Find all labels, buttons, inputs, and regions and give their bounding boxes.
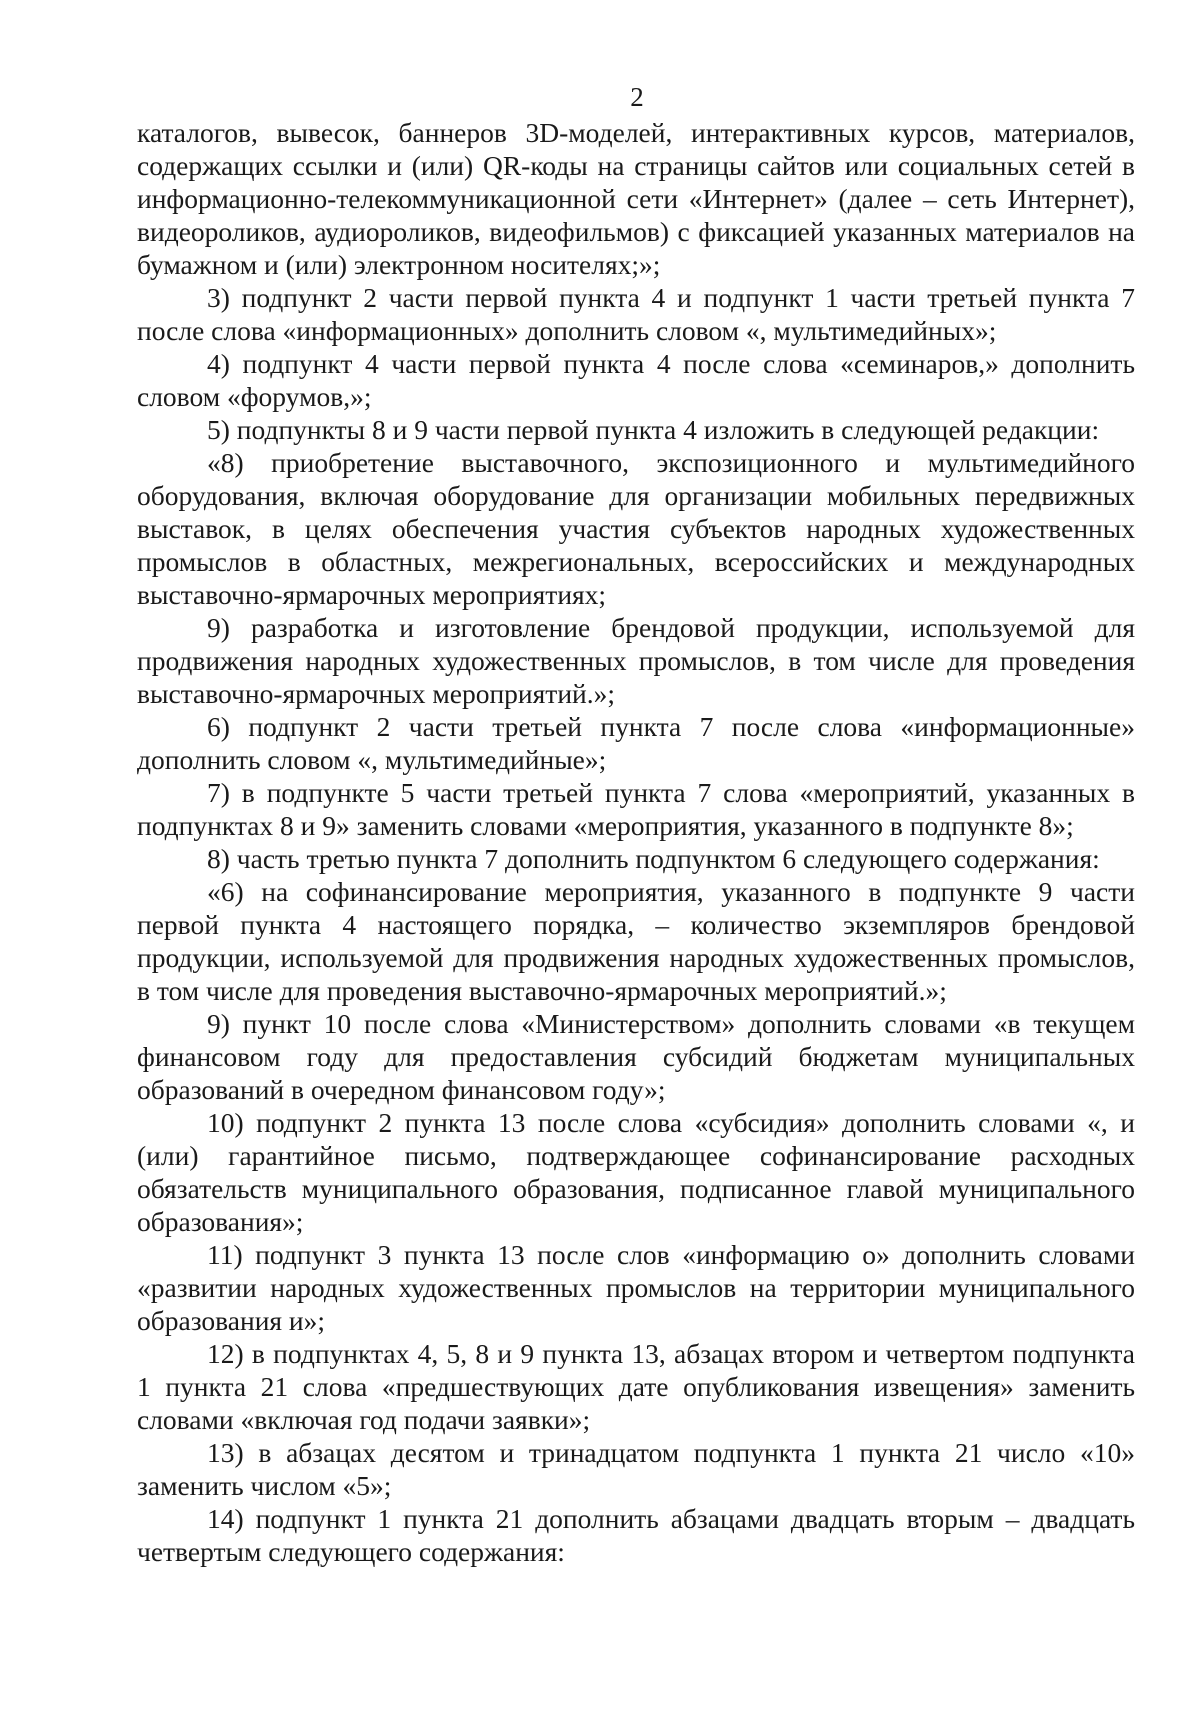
paragraph-continuation: каталогов, вывесок, баннеров 3D-моделей, интерактивных курсов, материалов, содержащих ссылки и (или) QR-коды на страницы сайтов или социальных сетей в информационно-телекоммуникационной сети «Интернет» (далее – сеть Интернет), видеороликов, аудиороликов, видеофильмов) с фиксацией указанных материалов на бумажном и (или) электронном носителях;»; (137, 117, 1135, 280)
paragraph-item-3: 3) подпункт 2 части первой пункта 4 и подпункт 1 части третьей пункта 7 после слова «информационных» дополнить словом «, мультимедийных»; (137, 282, 1135, 346)
paragraph-item-9: 9) пункт 10 после слова «Министерством» дополнить словами «в текущем финансовом году для предоставления субсидий бюджетам муниципальных образований в очередном финансовом году»; (137, 1008, 1135, 1105)
paragraph-item-10: 10) подпункт 2 пункта 13 после слова «субсидия» дополнить словами «, и (или) гарантийное письмо, подтверждающее софинансирование расходных обязательств муниципального образования, подписанное главой муниципального образования»; (137, 1107, 1135, 1237)
paragraph-item-4: 4) подпункт 4 части первой пункта 4 после слова «семинаров,» дополнить словом «форумов,»; (137, 348, 1135, 412)
paragraph-item-8: 8) часть третью пункта 7 дополнить подпунктом 6 следующего содержания: (207, 843, 1100, 874)
paragraph-item-7: 7) в подпункте 5 части третьей пункта 7 слова «мероприятий, указанных в подпунктах 8 и 9» заменить словами «мероприятия, указанного в подпункте 8»; (137, 777, 1135, 841)
paragraph-item-6: 6) подпункт 2 части третьей пункта 7 после слова «информационные» дополнить словом «, мультимедийные»; (137, 711, 1135, 775)
page-number: 2 (630, 82, 644, 112)
paragraph-item-13: 13) в абзацах десятом и тринадцатом подпункта 1 пункта 21 число «10» заменить числом «5»; (137, 1437, 1135, 1501)
paragraph-item-5: 5) подпункты 8 и 9 части первой пункта 4 изложить в следующей редакции: (207, 414, 1100, 445)
paragraph-quoted-9: 9) разработка и изготовление брендовой продукции, используемой для продвижения народных художественных промыслов, в том числе для проведения выставочно-ярмарочных мероприятий.»; (137, 612, 1135, 709)
paragraph-item-12: 12) в подпунктах 4, 5, 8 и 9 пункта 13, абзацах втором и четвертом подпункта 1 пункта 21 слова «предшествующих дате опубликования извещения» заменить словами «включая год подачи заявки»; (137, 1338, 1135, 1435)
paragraph-item-14: 14) подпункт 1 пункта 21 дополнить абзацами двадцать вторым – двадцать четвертым следующего содержания: (137, 1503, 1135, 1567)
paragraph-item-11: 11) подпункт 3 пункта 13 после слов «информацию о» дополнить словами «развитии народных художественных промыслов на территории муниципального образования и»; (137, 1239, 1135, 1336)
paragraph-quoted-8: «8) приобретение выставочного, экспозиционного и мультимедийного оборудования, включая оборудование для организации мобильных передвижных выставок, в целях обеспечения участия субъектов народных художественных промыслов в областных, межрегиональных, всероссийских и международных выставочно-ярмарочных мероприятиях; (137, 447, 1135, 610)
document-body (137, 116, 1135, 1568)
paragraph-quoted-6: «6) на софинансирование мероприятия, указанного в подпункте 9 части первой пункта 4 настоящего порядка, – количество экземпляров брендовой продукции, используемой для продвижения народных художественных промыслов, в том числе для проведения выставочно-ярмарочных мероприятий.»; (137, 876, 1135, 1006)
